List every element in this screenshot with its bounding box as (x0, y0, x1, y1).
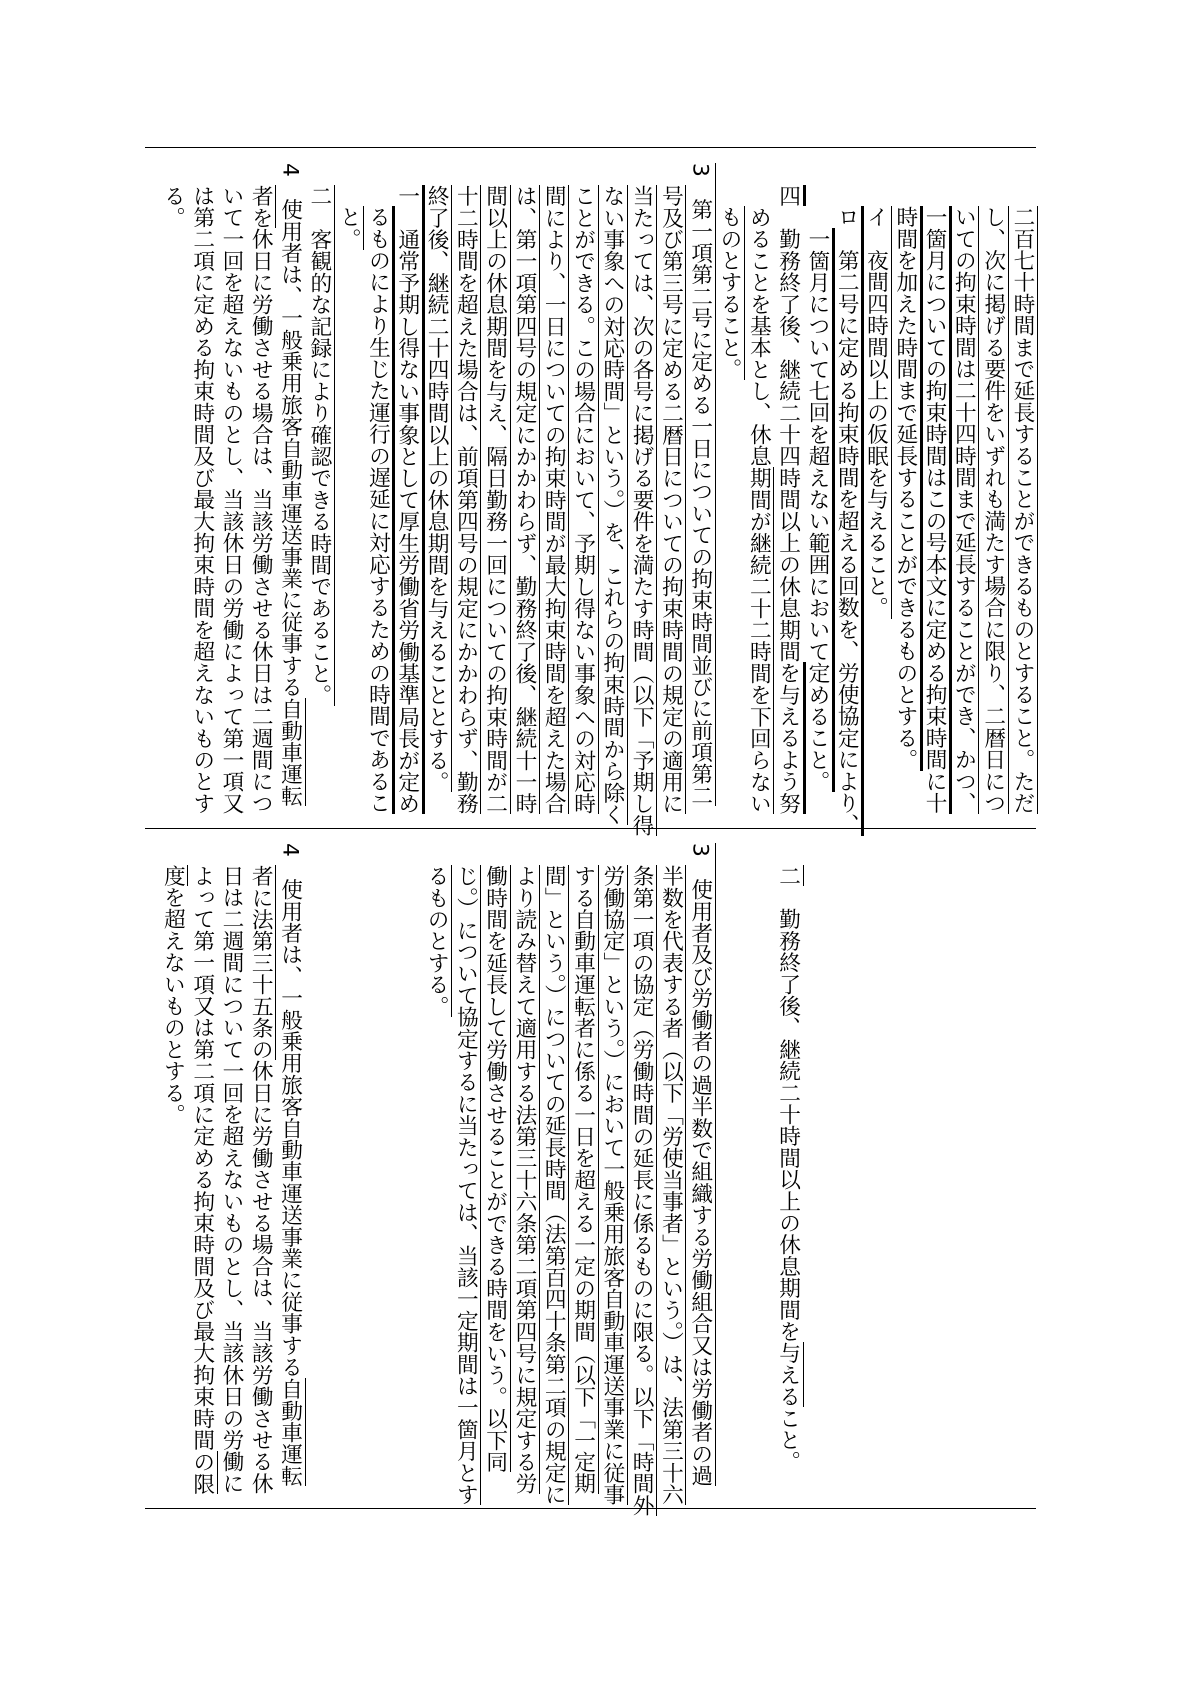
sidelined-text: 間」という。）についての延長時間（法第百四十条第二項の規定に (541, 865, 569, 1505)
text-column (568, 843, 597, 1513)
text-column (334, 843, 363, 1513)
sidelined-text: と。 (336, 206, 364, 249)
text-segment (307, 163, 332, 185)
text-column (217, 843, 246, 1513)
text-column (480, 843, 509, 1513)
text-column (305, 843, 334, 1513)
text-column (627, 843, 656, 1516)
sidelined-text: 条第一項の協定（労働時間の延長に係るものに限る。以下「時間外 (629, 865, 657, 1516)
text-segment (717, 163, 742, 206)
sidelined-text: 一 通常予期し得ない事象として厚生労働省労働基準局長が定め (395, 185, 425, 814)
text-segment: 日は二週間について一回を超えないものとし、当該休日の労働に (218, 843, 244, 1494)
sidelined-text: 働時間を延長して労働させることができる時間をいう。以下同 (483, 865, 511, 1473)
text-segment (395, 163, 420, 185)
sidelined-text: いての拘束時間は二十四時間まで延長することができ、かつ、 (951, 206, 979, 814)
text-column (685, 843, 714, 1513)
sidelined-text: 四 (776, 185, 806, 207)
text-segment (453, 163, 478, 185)
text-segment (600, 163, 625, 185)
sidelined-text: する自動車運転者に係る一日を超える一定の期間（以下「一定期 (571, 865, 599, 1494)
text-column (920, 843, 949, 1513)
text-segment (629, 843, 654, 865)
sidelined-text: 半数を代表する者（以下「労使当事者」という。）は、法第三十六 (658, 865, 686, 1505)
text-column (539, 163, 568, 833)
text-segment: 休日に労働させる場合は、当該労働させる休 (248, 1060, 274, 1495)
sidelined-text: ものとすること。 (717, 206, 745, 380)
text-segment (541, 843, 566, 865)
text-column (891, 163, 920, 833)
text-segment (483, 163, 508, 185)
text-segment: 4 使用者は、一般乗用旅客自動車運送事業に従事する (277, 843, 303, 1378)
text-segment (600, 843, 625, 865)
sidelined-text: ロ 第二号に定める拘束時間を超える回数を、労使協定により、 (834, 206, 864, 835)
sidelined-text: 当たっては、次の各号に掲げる要件を満たす時間（以下「予期し得 (629, 185, 657, 836)
text-column (1008, 843, 1037, 1513)
sidelined-text: 二 (776, 865, 804, 887)
text-column (832, 843, 861, 1513)
sidelined-text: 間により、一日についての拘束時間が最大拘束時間を超えた場合 (541, 185, 569, 814)
text-column (275, 163, 304, 833)
sidelined-text: 与える (776, 1342, 804, 1407)
text-column (480, 163, 509, 833)
text-segment (248, 163, 273, 185)
sidelined-text: 間以上の休息期間を与え、隔日勤務一回についての拘束時間が二 (483, 185, 511, 814)
text-segment: いて一回を超えないものとし、当該休日の労働によって第一項又 (218, 163, 244, 814)
text-segment (483, 843, 508, 865)
sidelined-text: 一箇月について七回を超えない範囲において定めること。 (805, 228, 835, 792)
text-column (217, 163, 246, 833)
text-column (422, 843, 451, 1513)
sidelined-text: ない事象への対応時間」という。）を、これらの拘束時間から除く (600, 185, 628, 825)
text-column (656, 843, 685, 1513)
text-column (158, 843, 187, 1513)
text-column (246, 843, 275, 1513)
text-segment (248, 843, 273, 865)
text-segment (512, 843, 537, 865)
sidelined-text: 号及び第三号に定める二暦日についての拘束時間の規定の適用に (658, 185, 686, 814)
top-rule (145, 147, 1036, 148)
text-segment (922, 163, 947, 206)
text-column (949, 163, 978, 833)
text-column (978, 843, 1007, 1513)
text-segment: よって第一項又は第二項に定める拘束時間及び最大拘束時間 (189, 843, 215, 1451)
text-segment (365, 163, 390, 206)
text-segment: る。 (160, 163, 186, 229)
sidelined-text: 時間を加えた時間まで延長することができるものとする。 (893, 206, 923, 770)
text-segment (776, 843, 801, 865)
text-column (363, 163, 392, 833)
text-column (422, 163, 451, 833)
text-segment (541, 163, 566, 185)
sidelined-text: 自動車運転 (278, 1378, 306, 1487)
text-column (744, 843, 773, 1513)
text-column (539, 843, 568, 1513)
text-column (744, 163, 773, 833)
text-segment (981, 163, 1006, 206)
text-column (392, 163, 421, 833)
text-column (363, 843, 392, 1513)
sidelined-text: 者に法第三十五条の (248, 865, 276, 1060)
text-column (832, 163, 861, 836)
text-column (392, 843, 421, 1513)
sidelined-text: 労働協定」という。）において一般乗用旅客自動車運送事業に従事 (600, 865, 628, 1505)
text-column (773, 843, 802, 1513)
text-segment (658, 163, 683, 185)
sidelined-text: るものとする。 (424, 865, 452, 1017)
sidelined-text: は、第一項第四号の規定にかかわらず、勤務終了後、継続十一時 (512, 185, 540, 814)
text-column (1008, 163, 1037, 833)
current-text-section (158, 843, 1037, 1516)
text-segment (893, 163, 918, 206)
text-column (187, 163, 216, 833)
text-segment (424, 843, 449, 865)
text-segment (512, 163, 537, 185)
text-segment (951, 163, 976, 206)
text-segment (834, 163, 859, 206)
text-column (861, 843, 890, 1513)
text-column (451, 163, 480, 833)
text-column (598, 163, 627, 833)
text-segment: 4 使用者は、一般乗用旅客自動車運送事業に従事する (277, 163, 303, 698)
text-segment: は第二項に定める拘束時間及び最大拘束時間を超えないものとす (189, 163, 215, 814)
text-segment: 休日に労働させる場合は、当該労働させる休日は二週間につ (248, 228, 274, 815)
text-segment (571, 843, 596, 865)
text-column (920, 163, 949, 833)
text-segment: めることを基本とし、休息 (746, 163, 772, 467)
text-column (158, 163, 187, 833)
text-column (891, 843, 920, 1513)
text-column (275, 843, 304, 1513)
sidelined-text: 終了後、継続二十四時間以上の休息期間を与えることとする。 (424, 185, 452, 793)
text-column (627, 163, 656, 836)
sidelined-text: るものにより生じた運行の遅延に対応するための時間であるこ (365, 206, 395, 814)
revised-text-section (158, 163, 1037, 836)
text-column (334, 163, 363, 833)
sidelined-text: 自動車運転 (278, 698, 306, 807)
sidelined-text: 3 使用者及び労働者の過半数で組織する労働組合又は労働者の過 (688, 843, 716, 1486)
text-segment (805, 163, 830, 228)
text-column (715, 163, 744, 833)
text-segment (336, 163, 361, 206)
text-segment (776, 163, 801, 185)
text-column (305, 163, 334, 833)
sidelined-text: じ。）について協定するに当たっては、当該一定期間は一箇月とす (453, 865, 481, 1505)
text-segment: 勤務終了後、継続二十四時間以上の休息期間 (775, 206, 801, 663)
text-segment: 勤務終了後、継続二十時間以上の休息期間を (775, 886, 801, 1343)
sidelined-text: 3 第一項第二号に定める一日についての拘束時間並びに前項第二 (688, 163, 716, 806)
text-segment (160, 843, 185, 865)
sidelined-text: イ 夜間四時間以上の仮眠を与えること。 (864, 206, 892, 618)
sidelined-text: より読み替えて適用する法第三十六条第二項第四号に規定する労 (512, 865, 540, 1494)
text-column (246, 163, 275, 833)
text-column (510, 163, 539, 833)
text-column (803, 163, 832, 833)
text-column (978, 163, 1007, 833)
text-segment: こと。 (775, 1407, 801, 1473)
text-column (187, 843, 216, 1513)
text-segment (629, 163, 654, 185)
text-column (949, 843, 978, 1513)
text-column (803, 843, 832, 1513)
text-column (861, 163, 890, 833)
text-segment (864, 163, 889, 206)
text-segment (658, 843, 683, 865)
text-column (773, 163, 802, 833)
text-column (685, 163, 714, 833)
sidelined-text: を与えるよう努 (776, 662, 806, 814)
sidelined-text: 期間が継続二十二時間を下回らない (746, 467, 774, 814)
sidelined-text: 十二時間を超えた場合は、前項第四号の規定にかかわらず、勤務 (453, 185, 481, 814)
sidelined-text: の限 (190, 1451, 218, 1494)
text-segment: を超えないものとする。 (160, 886, 186, 1126)
sidelined-text: 二 客観的な記録により確認できる時間であること。 (307, 185, 335, 706)
text-segment (1010, 163, 1035, 206)
text-column (451, 843, 480, 1513)
text-column (510, 843, 539, 1513)
text-segment (424, 163, 449, 185)
sidelined-text: 一箇月についての拘束時間はこの号本文に定める拘束時間に十 (922, 206, 952, 814)
text-column (598, 843, 627, 1513)
sidelined-text: 度 (160, 865, 188, 887)
sidelined-text: 二百七十時間まで延長することができるものとすること。ただ (1010, 206, 1038, 814)
sidelined-text: ことができる。この場合において、予期し得ない事象への対応時 (571, 185, 599, 814)
sidelined-text: し、次に掲げる要件をいずれも満たす場合に限り、二暦日につ (981, 206, 1009, 814)
text-segment (453, 843, 478, 865)
text-segment (571, 163, 596, 185)
text-column (715, 843, 744, 1513)
sidelined-text: 者を (248, 185, 276, 228)
text-column (568, 163, 597, 833)
text-column (656, 163, 685, 833)
